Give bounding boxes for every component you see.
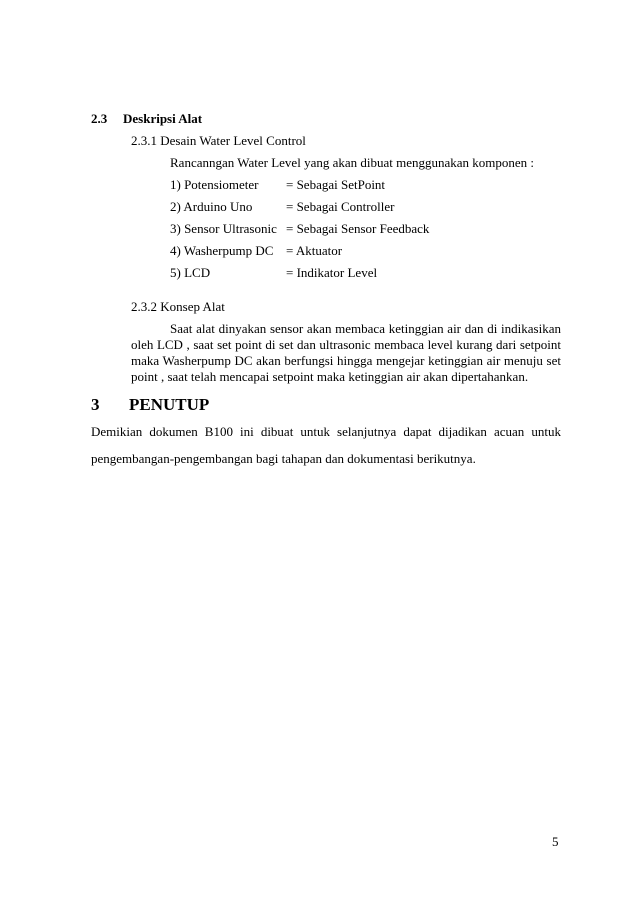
paragraph-line: Demikian dokumen B100 ini dibuat untuk selanjutnya dapat dijadikan acuan untuk <box>91 424 561 439</box>
component-name: 5) LCD <box>170 265 211 280</box>
component-description: = Indikator Level <box>286 265 378 280</box>
components-intro: Rancanngan Water Level yang akan dibuat menggunakan komponen : <box>170 155 535 170</box>
section-title: Deskripsi Alat <box>123 111 203 126</box>
chapter-number: 3 <box>91 395 100 414</box>
paragraph-line: pengembangan-pengembangan bagi tahapan dan dokumentasi berikutnya. <box>91 451 476 466</box>
paragraph-line: oleh LCD , saat set point di set dan ultrasonic membaca level kurang dari setpoint <box>131 337 561 352</box>
component-description: = Sebagai SetPoint <box>286 177 386 192</box>
paragraph-line: point , saat telah mencapai setpoint maka ketinggian air akan dipertahankan. <box>131 369 529 384</box>
subsection-title-konsep: 2.3.2 Konsep Alat <box>131 299 225 314</box>
paragraph-line: Saat alat dinyakan sensor akan membaca ketinggian air dan di indikasikan <box>170 321 561 336</box>
component-description: = Sebagai Controller <box>286 199 395 214</box>
component-description: = Sebagai Sensor Feedback <box>286 221 430 236</box>
chapter-title: PENUTUP <box>129 395 210 414</box>
section-number: 2.3 <box>91 111 108 126</box>
paragraph-line: maka Washerpump DC akan berfungsi hingga mengejar ketinggian air menuju set <box>131 353 561 368</box>
page-number: 5 <box>552 834 559 849</box>
subsection-title-desain: 2.3.1 Desain Water Level Control <box>131 133 306 148</box>
component-name: 1) Potensiometer <box>170 177 259 192</box>
component-name: 4) Washerpump DC <box>170 243 274 258</box>
component-name: 2) Arduino Uno <box>170 199 253 214</box>
component-description: = Aktuator <box>286 243 343 258</box>
component-name: 3) Sensor Ultrasonic <box>170 221 277 236</box>
